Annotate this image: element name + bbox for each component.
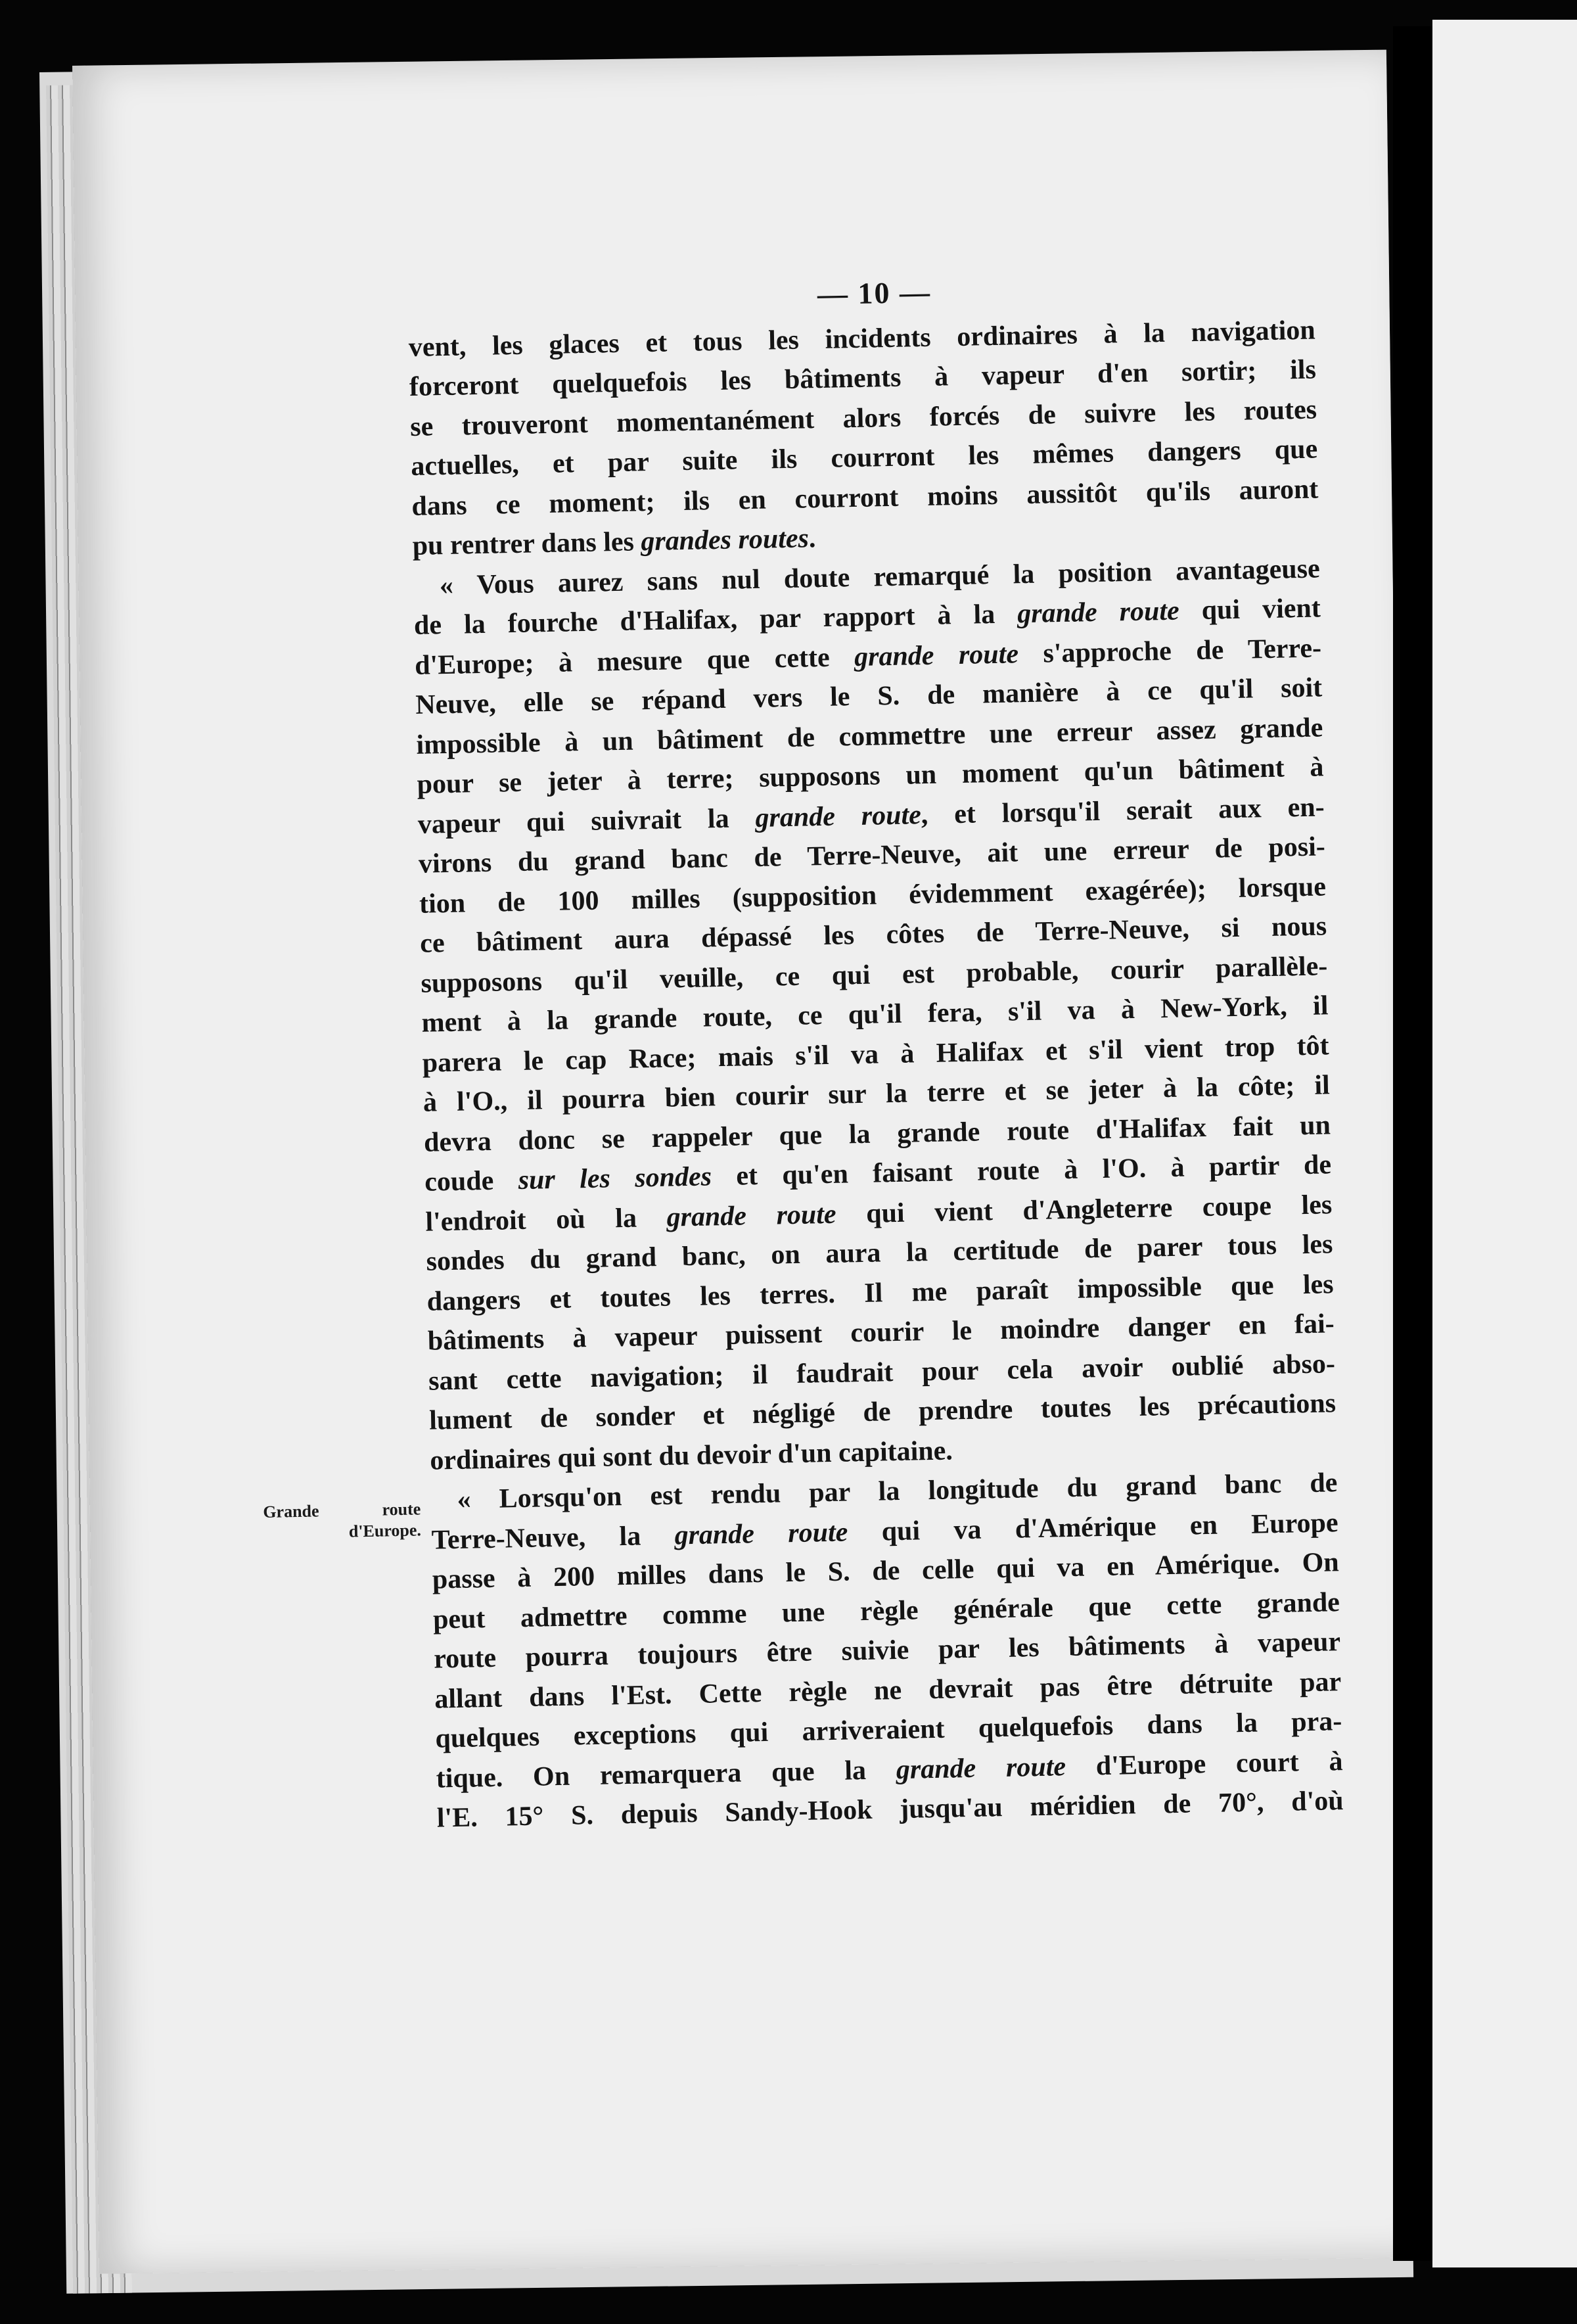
text-run: qui vient xyxy=(1179,593,1321,626)
text-run: passe à 200 milles dans le S. de celle qui va en Amérique. On xyxy=(432,1547,1340,1595)
text-run: qui vient d'Angleterre coupe les xyxy=(836,1189,1333,1230)
text-run: tion de 100 milles (supposition évidemment exagérée); lorsque xyxy=(419,871,1327,919)
text-run: Neuve, elle se répand vers le S. de manière à ce qu'il soit xyxy=(415,672,1323,720)
text-run: qui va d'Amérique en Europe xyxy=(847,1507,1338,1547)
italic-phrase: grande route xyxy=(896,1751,1066,1785)
text-run: d'Europe; à mesure que cette xyxy=(414,641,855,681)
text-run: dans ce moment; ils en courront moins aussitôt qu'ils auront xyxy=(411,473,1319,522)
text-run: allant dans l'Est. Cette règle ne devrait pas être détruite par xyxy=(434,1666,1342,1715)
text-run: « Lorsqu'on est rendu par la longitude du grand banc de xyxy=(457,1468,1338,1515)
text-run: route pourra toujours être suivie par les bâtiments à vapeur xyxy=(433,1627,1341,1675)
page-number: — 10 — xyxy=(817,275,932,312)
text-run: forceront quelquefois les bâtiments à vapeur d'en sortir; ils xyxy=(409,354,1317,402)
text-run: tique. On remarquera que la xyxy=(436,1754,897,1794)
text-run: actuelles, et par suite ils courront les mêmes dangers que xyxy=(410,434,1318,482)
text-run: l'endroit où la xyxy=(425,1202,668,1238)
text-run: peut admettre comme une règle générale que cette grande xyxy=(432,1587,1340,1635)
text-run: et qu'en faisant route à l'O. à partir de xyxy=(711,1150,1332,1192)
text-run: l'E. 15° S. depuis Sandy-Hook jusqu'au méridien de 70°, d'où xyxy=(436,1786,1344,1834)
text-run: se trouveront momentanément alors forcés de suivre les routes xyxy=(409,394,1317,442)
text-run: « Vous aurez sans nul doute remarqué la position avantageuse xyxy=(439,553,1321,601)
text-run: vent, les glaces et tous les incidents ordinaires à la navigation xyxy=(408,314,1316,363)
text-run: supposons qu'il veuille, ce qui est probable, courir parallèle- xyxy=(421,950,1328,999)
text-run: , et lorsqu'il serait aux en- xyxy=(921,791,1325,830)
text-run: d'Europe court à xyxy=(1065,1746,1343,1782)
text-run: vapeur qui suivrait la xyxy=(417,802,756,840)
text-run: ment à la grande route, ce qu'il fera, s'il va à New-York, il xyxy=(421,990,1329,1038)
italic-phrase: grande route xyxy=(755,799,922,833)
text-run: de la fourche d'Halifax, par rapport à la xyxy=(413,599,1018,641)
binding-gutter xyxy=(1393,26,1432,2261)
body-text xyxy=(407,266,1344,1839)
text-run: à l'O., il pourra bien courir sur la terre et se jeter à la côte; il xyxy=(423,1070,1331,1118)
text-run: quelques exceptions qui arriveraient quelquefois dans la pra- xyxy=(435,1706,1342,1754)
text-run: devra donc se rappeler que la grande route d'Halifax fait un xyxy=(423,1109,1331,1158)
text-run: coude xyxy=(424,1165,519,1197)
text-run: ordinaires qui sont du devoir d'un capitaine. xyxy=(429,1435,953,1476)
italic-phrase: sur les sondes xyxy=(518,1161,712,1196)
italic-phrase: grande route xyxy=(666,1199,837,1233)
text-run: virons du grand banc de Terre-Neuve, ait une erreur de posi- xyxy=(418,831,1326,879)
italic-phrase: grande route xyxy=(854,638,1019,672)
adjacent-page xyxy=(1432,20,1577,2267)
marginal-note-line-1: Grande route xyxy=(263,1499,421,1522)
text-run: sant cette navigation; il faudrait pour cela avoir oublié abso- xyxy=(428,1348,1336,1397)
text-run: impossible à un bâtiment de commettre une erreur assez grande xyxy=(416,712,1323,760)
text-run: ce bâtiment aura dépassé les côtes de Terre-Neuve, si nous xyxy=(419,911,1327,959)
text-run: bâtiments à vapeur puissent courir le moindre danger en fai- xyxy=(427,1309,1335,1357)
text-run: dangers et toutes les terres. Il me paraît impossible que les xyxy=(426,1268,1334,1317)
text-run: pour se jeter à terre; supposons un moment qu'un bâtiment à xyxy=(417,752,1324,800)
italic-phrase: grande route xyxy=(674,1516,848,1551)
text-run: s'approche de Terre- xyxy=(1018,632,1322,669)
text-run: sondes du grand banc, on aura la certitude de parer tous les xyxy=(426,1229,1333,1277)
text-run: lument de sonder et négligé de prendre toutes les précautions xyxy=(428,1388,1337,1436)
text-lines xyxy=(408,310,1344,1838)
text-run: Terre-Neuve, la xyxy=(431,1520,675,1556)
text-run: parera le cap Race; mais s'il va à Halifax et s'il vient trop tôt xyxy=(422,1030,1329,1079)
text-run: pu rentrer dans les xyxy=(412,526,641,561)
text-run: . xyxy=(808,523,816,554)
italic-phrase: grandes routes xyxy=(640,523,810,557)
marginal-note-line-2: d'Europe. xyxy=(348,1520,422,1541)
marginal-note xyxy=(263,1499,421,1544)
italic-phrase: grande route xyxy=(1017,595,1180,630)
